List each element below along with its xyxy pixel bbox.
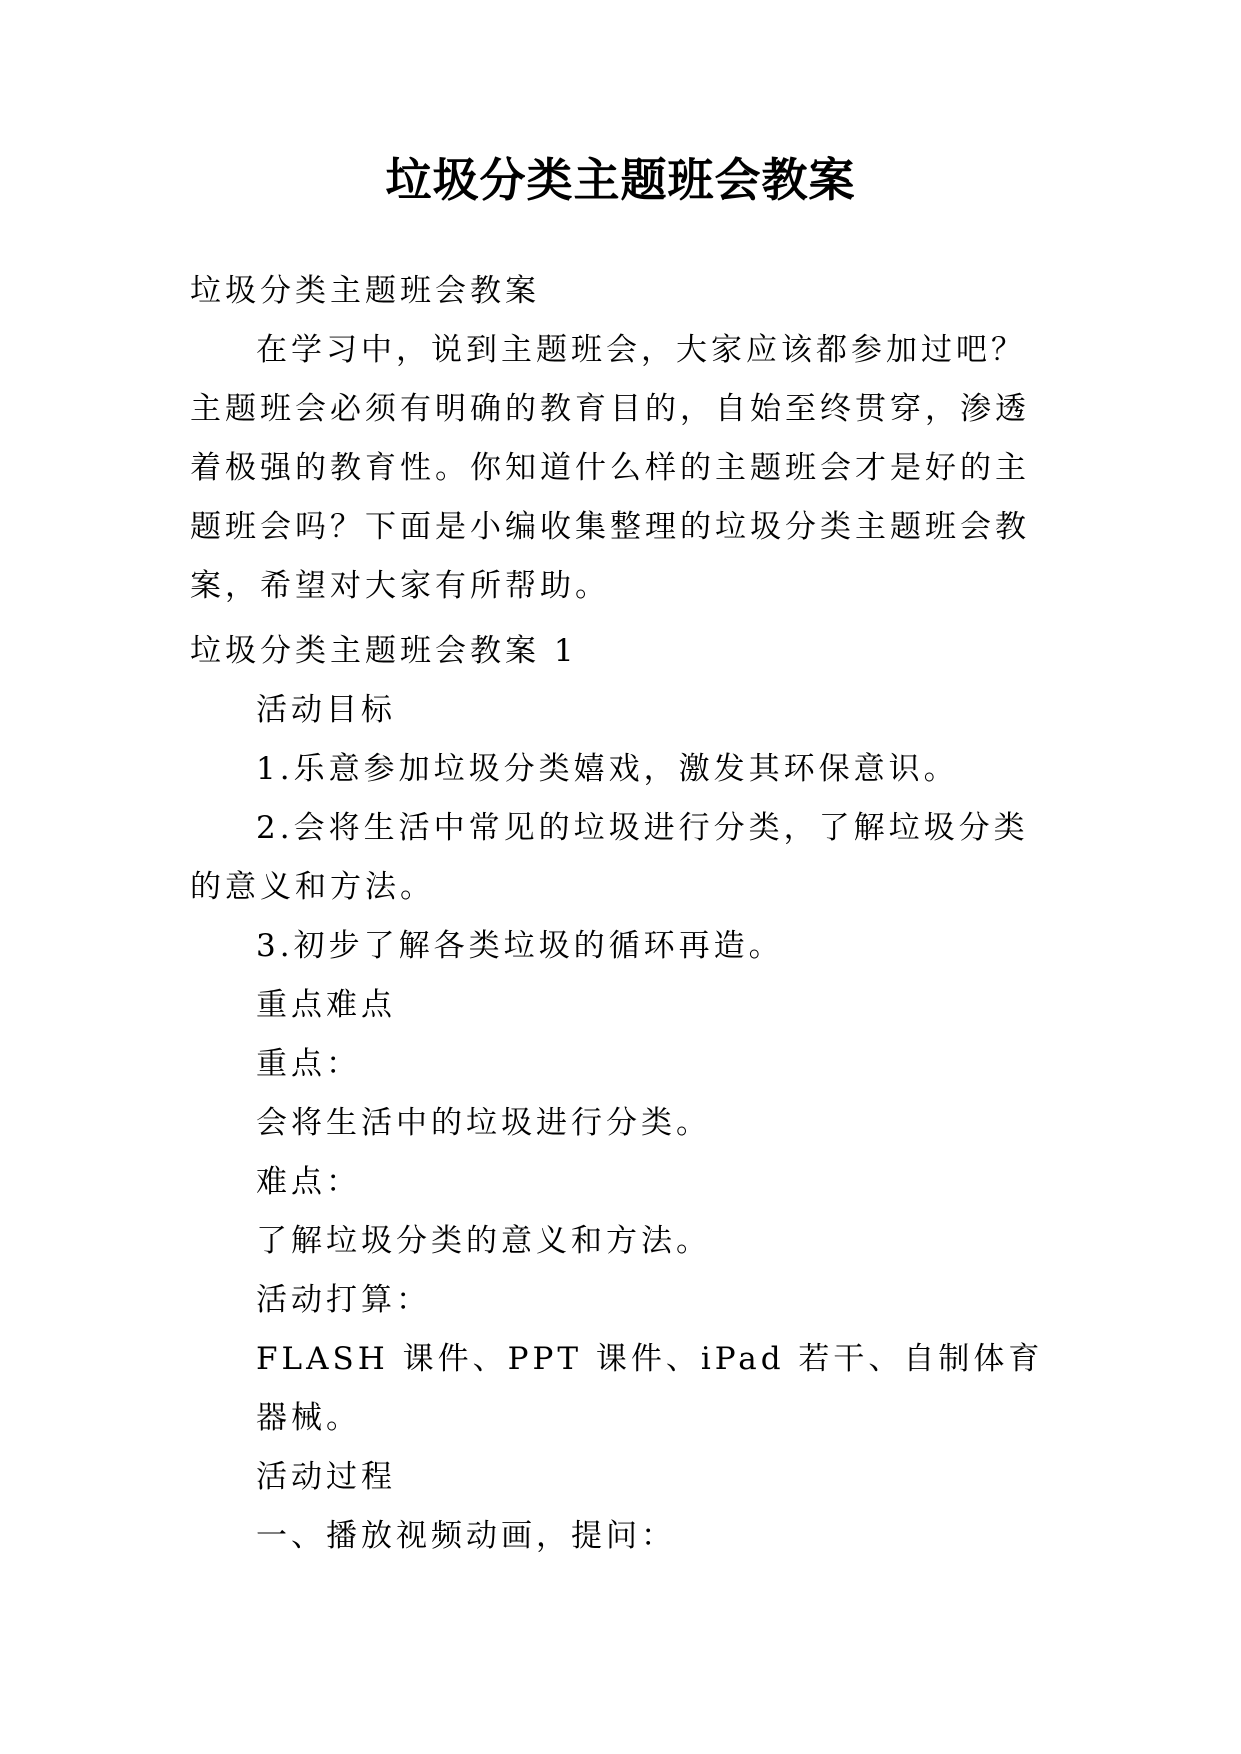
intro-paragraph: 在学习中，说到主题班会，大家应该都参加过吧？主题班会必须有明确的教育目的，自始至终贯穿，渗透着极强的教育性。你知道什么样的主题班会才是好的主题班会吗？下面是小编收集整理的垃圾分类主题班会教案，希望对大家有所帮助。: [190, 332, 1030, 604]
goals-heading: 活动目标: [256, 692, 396, 728]
key-text: 会将生活中的垃圾进行分类。: [256, 1105, 711, 1141]
difficulty-label: 难点：: [256, 1164, 361, 1200]
preparation-heading: 活动打算：: [256, 1282, 431, 1318]
goal-item-3: 3.初步了解各类垃圾的循环再造。: [256, 928, 784, 964]
intro-section: [190, 262, 1052, 680]
goal-item-2: 2.会将生活中常见的垃圾进行分类，了解垃圾分类的意义和方法。: [190, 810, 1029, 905]
key-points-heading: 重点难点: [256, 987, 396, 1023]
lesson-plan-1-section: [190, 622, 1052, 1566]
difficulty-text: 了解垃圾分类的意义和方法。: [256, 1223, 711, 1259]
section-1-heading: 垃圾分类主题班会教案 1: [190, 633, 578, 669]
preparation-text: FLASH 课件、PPT 课件、iPad 若干、自制体育器械。: [256, 1341, 1044, 1436]
key-label: 重点：: [256, 1046, 361, 1082]
intro-heading: 垃圾分类主题班会教案: [190, 273, 540, 309]
process-step-1: 一、播放视频动画，提问：: [256, 1518, 676, 1554]
goal-item-1: 1.乐意参加垃圾分类嬉戏，激发其环保意识。: [256, 751, 959, 787]
document-title: 垃圾分类主题班会教案: [385, 153, 856, 207]
process-heading: 活动过程: [256, 1459, 396, 1495]
